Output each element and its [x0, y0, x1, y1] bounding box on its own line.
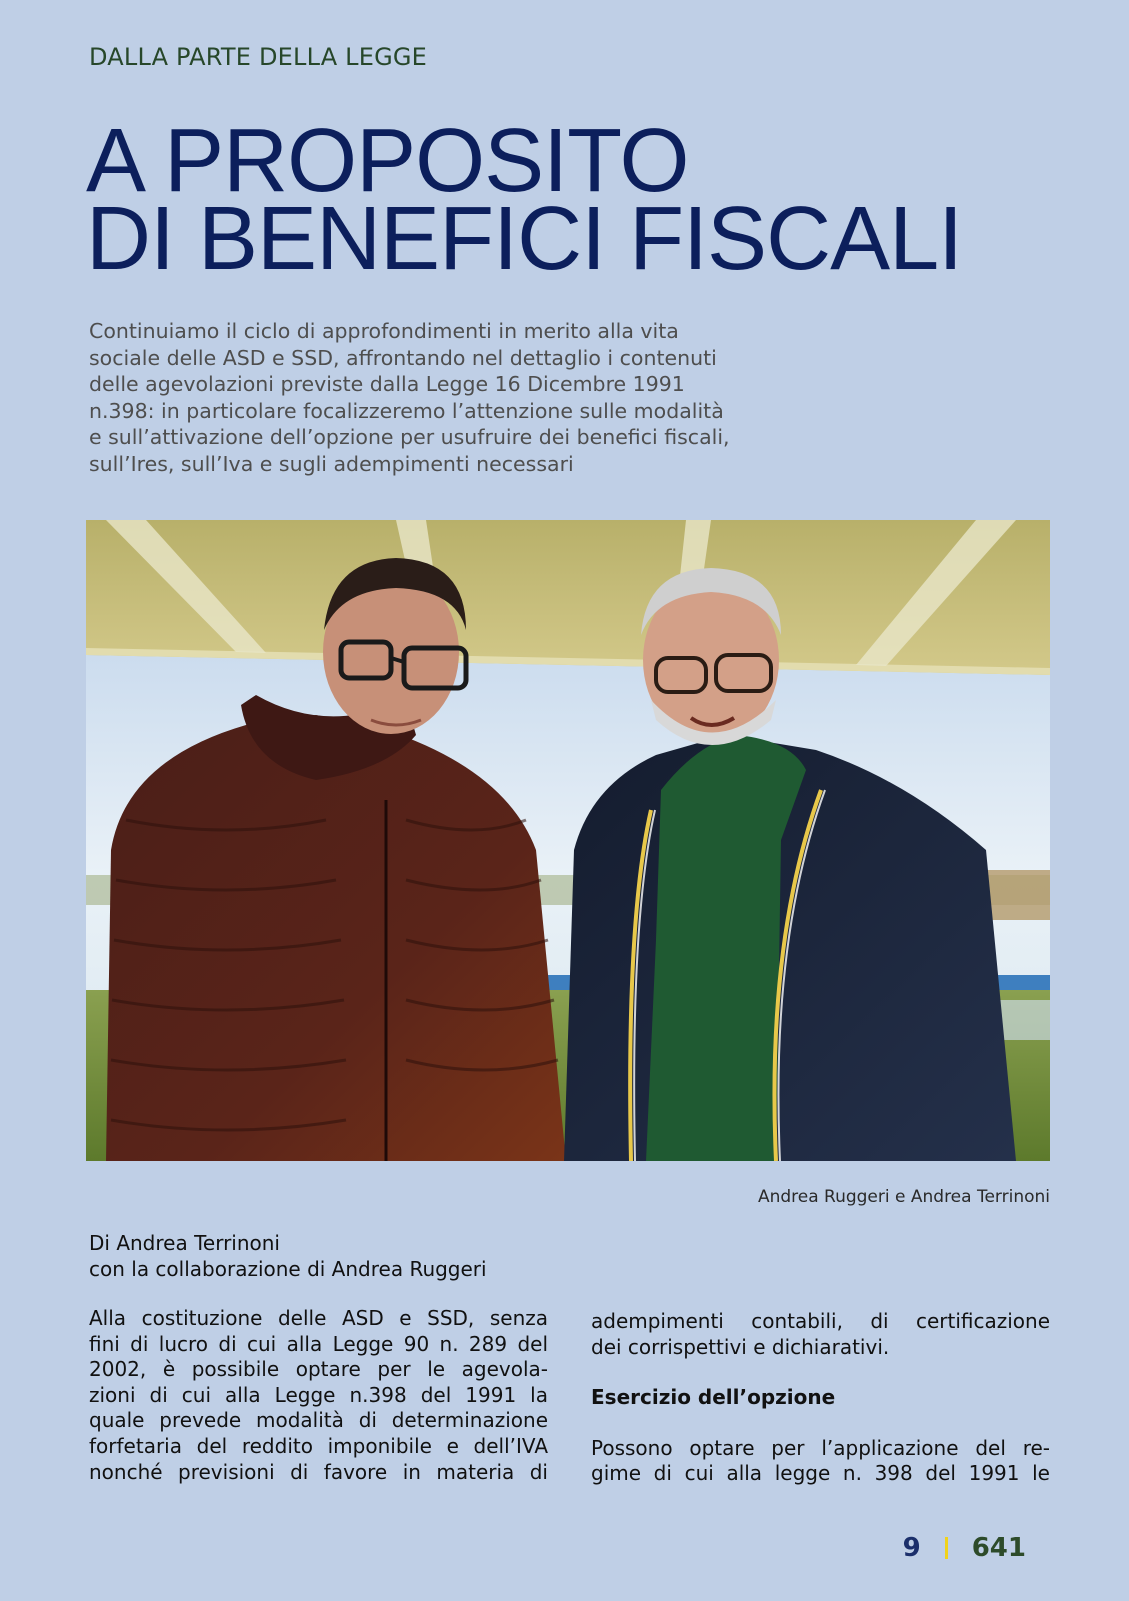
title-line-2: DI BENEFICI FISCALI — [86, 189, 963, 289]
page-number: 9 — [902, 1533, 921, 1563]
body-line: adempimenti contabili, di certificazione — [591, 1309, 1050, 1333]
body-line: forfetaria del reddito imponibile e dell’IVA — [89, 1433, 548, 1458]
intro-line: e sull’attivazione dell’opzione per usufruire dei benefici fiscali, — [89, 425, 730, 449]
body-line: quale prevede modalità di determinazione — [89, 1408, 548, 1433]
intro-line: sociale delle ASD e SSD, affrontando nel dettaglio i contenuti — [89, 345, 717, 370]
body-line: nonché previsioni di favore in materia di — [89, 1459, 548, 1484]
body-line: fini di lucro di cui alla Legge 90 n. 289 del — [89, 1331, 548, 1356]
issue-number: 641 — [971, 1533, 1026, 1563]
body-line: gime di cui alla legge n. 398 del 1991 le — [591, 1461, 1050, 1486]
page-title — [86, 111, 963, 289]
intro-line: n.398: in particolare focalizzeremo l’attenzione sulle modalità — [89, 398, 724, 423]
body-line: 2002, è possibile optare per le agevola- — [89, 1357, 548, 1382]
photo-caption: Andrea Ruggeri e Andrea Terrinoni — [757, 1187, 1050, 1207]
folio-divider — [945, 1537, 948, 1559]
article-photo — [86, 520, 1050, 1161]
section-label: DALLA PARTE DELLA LEGGE — [89, 43, 428, 71]
byline-author: Di Andrea Terrinoni — [89, 1231, 280, 1255]
body-line: zioni di cui alla Legge n.398 del 1991 la — [89, 1382, 548, 1407]
intro-paragraph — [89, 318, 869, 477]
byline — [89, 1230, 487, 1282]
section-subheading: Esercizio dell’opzione — [591, 1385, 836, 1410]
intro-line: delle agevolazioni previste dalla Legge 16 Dicembre 1991 — [89, 372, 685, 396]
body-column-left — [89, 1306, 548, 1485]
page-folio — [903, 1533, 1026, 1563]
body-line: Alla costituzione delle ASD e SSD, senza — [89, 1306, 548, 1330]
body-line: dei corrispettivi e dichiarativi. — [591, 1334, 890, 1359]
body-line: Possono optare per l’applicazione del re- — [591, 1435, 1050, 1460]
intro-line: sull’Ires, sull’Iva e sugli adempimenti necessari — [89, 451, 574, 476]
title-line-1: A PROPOSITO — [86, 111, 689, 211]
byline-collaboration: con la collaborazione di Andrea Ruggeri — [89, 1257, 487, 1281]
body-column-right — [591, 1309, 1050, 1487]
intro-line: Continuiamo il ciclo di approfondimenti in merito alla vita — [89, 319, 679, 343]
